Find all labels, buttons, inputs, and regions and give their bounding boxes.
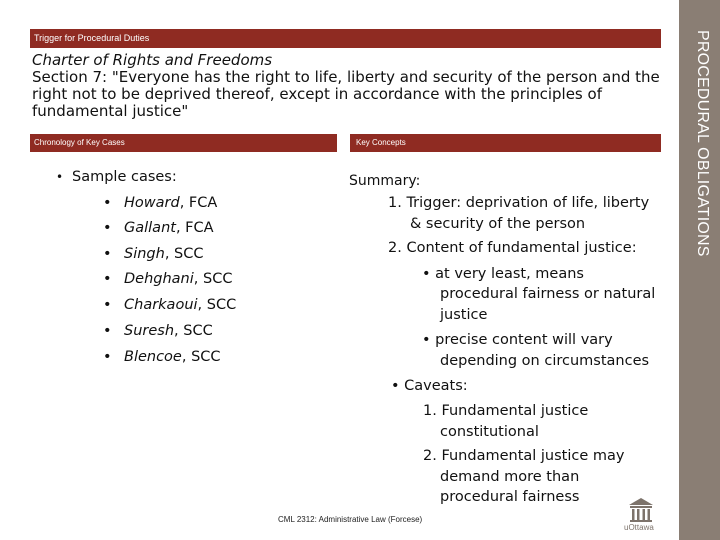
summary-line: • at very least, means — [422, 266, 584, 282]
summary-label: Summary: — [349, 173, 421, 189]
case-name: Blencoe — [124, 349, 182, 365]
case-name: Howard — [124, 195, 180, 211]
case-name: Gallant — [124, 220, 176, 236]
cases-header-bar — [30, 134, 337, 152]
charter-quote: Section 7: "Everyone has the right to life, liberty and security of the person and the right not to be deprived thereof, except in accordance with the principles of fundamental justice" — [32, 68, 660, 120]
cases-header: Chronology of Key Cases — [34, 138, 125, 147]
bullet: • — [56, 170, 64, 184]
summary-line: 2. Content of fundamental justice: — [388, 240, 637, 256]
case-court: , SCC — [181, 349, 221, 365]
sample-cases-label: Sample cases: — [72, 169, 177, 185]
case-court: , SCC — [174, 323, 213, 339]
summary-line: 1. Fundamental justice — [423, 403, 589, 419]
summary-line: procedural fairness or natural — [440, 286, 656, 302]
case-court: , FCA — [175, 220, 214, 236]
summary-line: • Caveats: — [391, 378, 468, 394]
case-name: Charkaoui — [124, 297, 198, 313]
concepts-header: Key Concepts — [356, 138, 406, 147]
uottawa-logo — [626, 496, 656, 532]
case-court: , SCC — [197, 297, 237, 313]
case-name: Suresh — [124, 323, 175, 339]
topic-header-bar — [30, 29, 661, 48]
summary-line: 2. Fundamental justice may — [423, 448, 625, 464]
concepts-header-bar — [350, 134, 661, 152]
sample-cases-lead — [56, 169, 177, 186]
topic-label: Trigger for Procedural Duties — [34, 33, 150, 43]
case-name: Singh — [124, 246, 165, 262]
sidebar — [679, 0, 720, 540]
summary-line: demand more than — [440, 469, 580, 485]
summary-line: • precise content will vary — [422, 332, 613, 348]
case-court: , FCA — [179, 195, 218, 211]
summary-line: & security of the person — [410, 216, 586, 232]
case-court: , SCC — [164, 246, 204, 262]
case-name: Dehghani — [124, 271, 194, 287]
summary-line: constitutional — [440, 424, 539, 440]
summary-line: 1. Trigger: deprivation of life, liberty — [388, 195, 650, 211]
logo-text: uOttawa — [624, 523, 654, 532]
case-court: , SCC — [193, 271, 233, 287]
summary-line: justice — [440, 307, 488, 323]
charter-title: Charter of Rights and Freedoms — [32, 51, 273, 69]
summary-line: procedural fairness — [440, 489, 580, 505]
side-title: PROCEDURAL OBLIGATIONS — [694, 30, 711, 257]
summary-line: depending on circumstances — [440, 353, 650, 369]
charter-block — [32, 52, 662, 120]
footer-course: CML 2312: Administrative Law (Forcese) — [278, 515, 423, 524]
